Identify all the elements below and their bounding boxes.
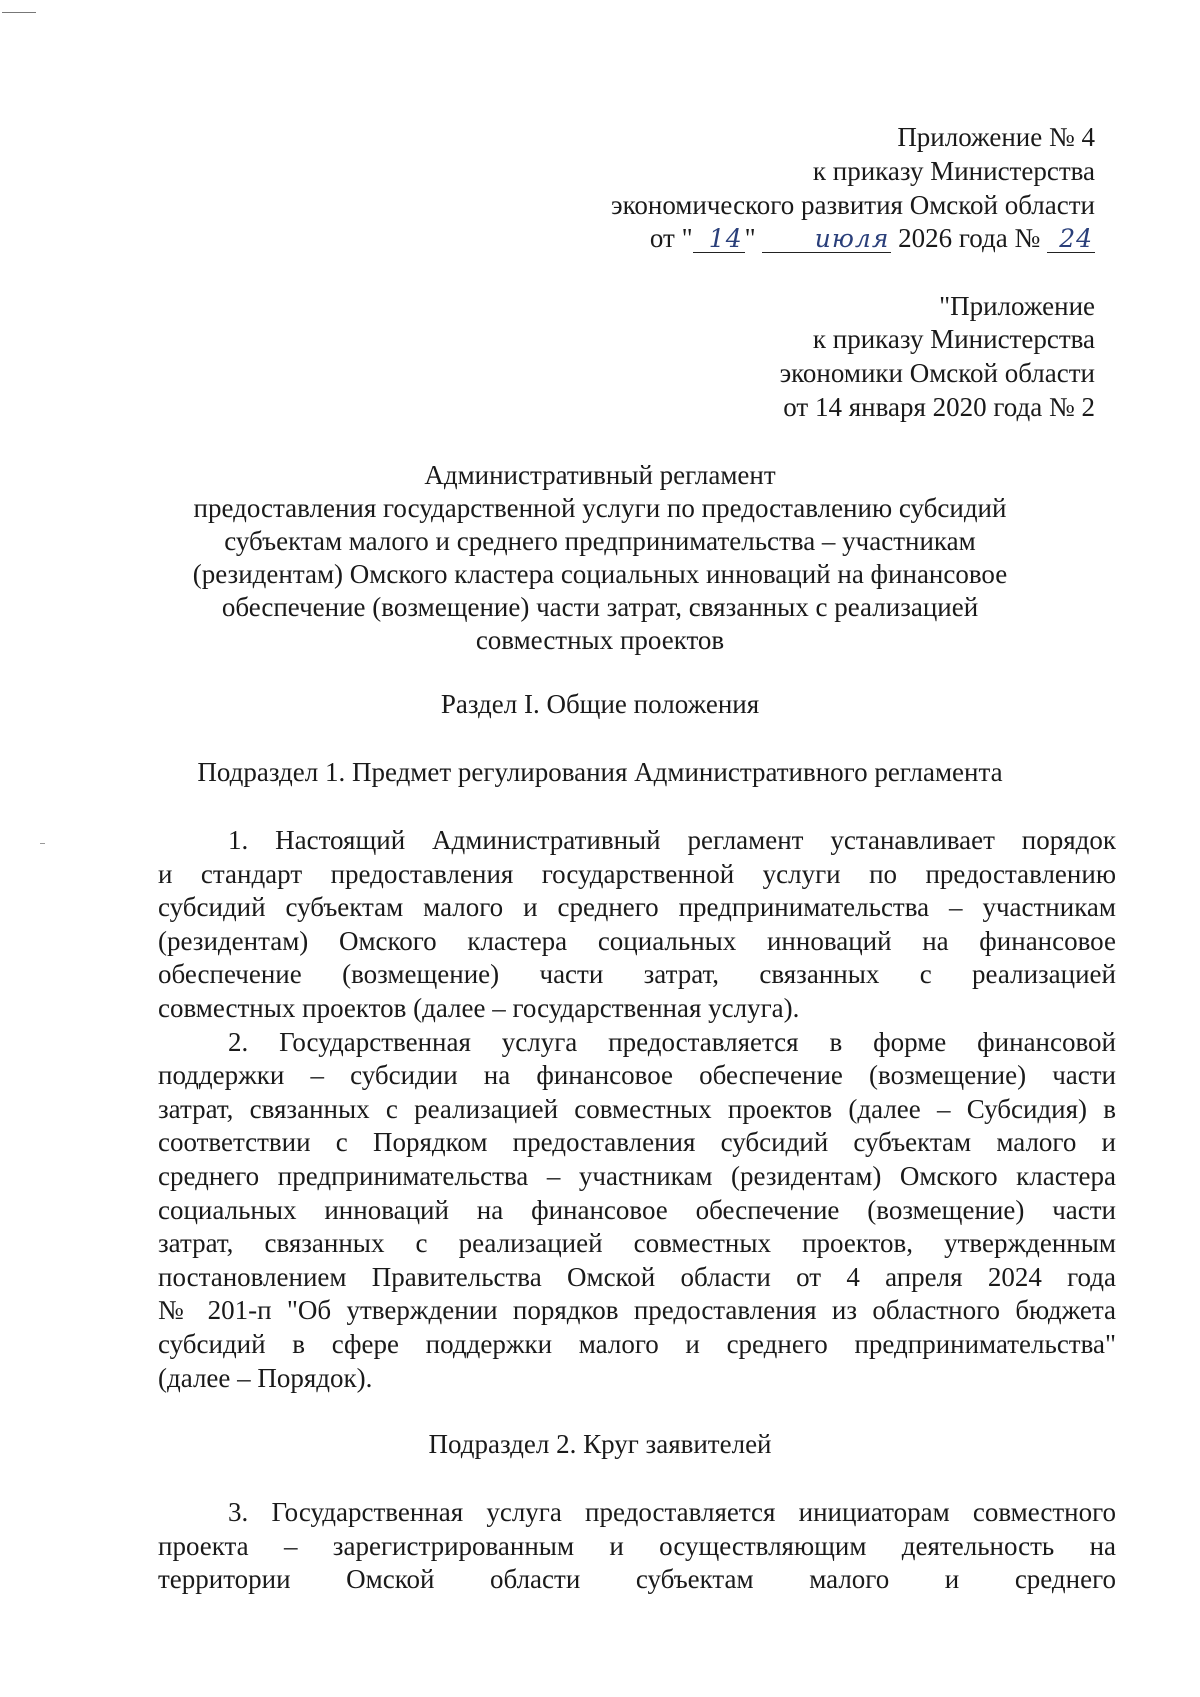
paragraph-line: 1. Настоящий Административный регламент устанавливает порядок	[228, 825, 1116, 855]
day-field	[693, 225, 745, 253]
paragraph-line: (далее – Порядок).	[158, 1363, 373, 1393]
section-heading: Раздел I. Общие положения	[440, 689, 760, 719]
scan-corner-mark	[2, 12, 36, 13]
paragraph-line: субсидий в сфере поддержки малого и среднего предпринимательства"	[158, 1329, 1116, 1359]
regulation-title-line: субъектам малого и среднего предпринимательства – участникам	[224, 526, 976, 556]
regulation-title-line: совместных проектов	[475, 625, 725, 655]
appendix-order-line: к приказу Министерства	[812, 156, 1095, 186]
paragraph-line: затрат, связанных с реализацией совместных проектов (далее – Субсидия) в	[158, 1094, 1116, 1124]
handwritten-day: 14	[708, 224, 743, 253]
paragraph-line: постановлением Правительства Омской области от 4 апреля 2024 года	[158, 1262, 1116, 1292]
prior-appendix-order: к приказу Министерства	[812, 324, 1095, 354]
paragraph-line: среднего предпринимательства – участникам (резидентам) Омского кластера	[158, 1161, 1116, 1191]
paragraph-line: № 201-п "Об утверждении порядков предоставления из областного бюджета	[158, 1295, 1116, 1325]
regulation-title-line: предоставления государственной услуги по предоставлению субсидий	[193, 493, 1007, 523]
regulation-title-line: (резидентам) Омского кластера социальных инноваций на финансовое	[192, 559, 1008, 589]
subsection-heading: Подраздел 1. Предмет регулирования Административного регламента	[197, 757, 1003, 787]
regulation-title-line: обеспечение (возмещение) части затрат, связанных с реализацией	[221, 592, 979, 622]
number-field	[1047, 225, 1095, 253]
prior-appendix-title: "Приложение	[939, 291, 1095, 321]
appendix-title: Приложение № 4	[897, 122, 1095, 152]
prior-appendix-ministry: экономики Омской области	[779, 358, 1095, 388]
appendix-ministry-line: экономического развития Омской области	[611, 190, 1095, 220]
date-quote: "	[744, 223, 756, 253]
subsection-heading: Подраздел 2. Круг заявителей	[428, 1429, 772, 1459]
paragraph-line: 3. Государственная услуга предоставляется инициаторам совместного	[228, 1497, 1116, 1527]
paragraph-line: субсидий субъектам малого и среднего предпринимательства – участникам	[158, 892, 1116, 922]
paragraph-line: соответствии с Порядком предоставления субсидий субъектам малого и	[158, 1127, 1116, 1157]
paragraph-line: поддержки – субсидии на финансовое обеспечение (возмещение) части	[158, 1060, 1116, 1090]
regulation-title-line: Административный регламент	[424, 460, 776, 490]
paragraph-line: 2. Государственная услуга предоставляется в форме финансовой	[228, 1027, 1116, 1057]
prior-appendix-date: от 14 января 2020 года № 2	[783, 392, 1095, 422]
paragraph-line: обеспечение (возмещение) части затрат, связанных с реализацией	[158, 959, 1116, 989]
year-text: 2026 года №	[898, 223, 1041, 253]
paragraph-line: (резидентам) Омского кластера социальных инноваций на финансовое	[158, 926, 1116, 956]
paragraph-line: и стандарт предоставления государственной услуги по предоставлению	[158, 859, 1116, 889]
handwritten-number: 24	[1059, 224, 1093, 253]
date-prefix: от "	[649, 223, 693, 253]
paragraph-line: проекта – зарегистрированным и осуществляющим деятельность на	[158, 1531, 1116, 1561]
handwritten-month: июля	[814, 224, 890, 253]
paragraph-line: совместных проектов (далее – государственная услуга).	[158, 993, 800, 1023]
paragraph-line: территории Омской области субъектам малого и среднего	[158, 1564, 1116, 1594]
month-field	[762, 225, 891, 253]
appendix-date-line	[650, 222, 1095, 254]
scan-margin-mark	[40, 843, 45, 844]
paragraph-line: затрат, связанных с реализацией совместных проектов, утвержденным	[158, 1228, 1116, 1258]
paragraph-line: социальных инноваций на финансовое обеспечение (возмещение) части	[158, 1195, 1116, 1225]
